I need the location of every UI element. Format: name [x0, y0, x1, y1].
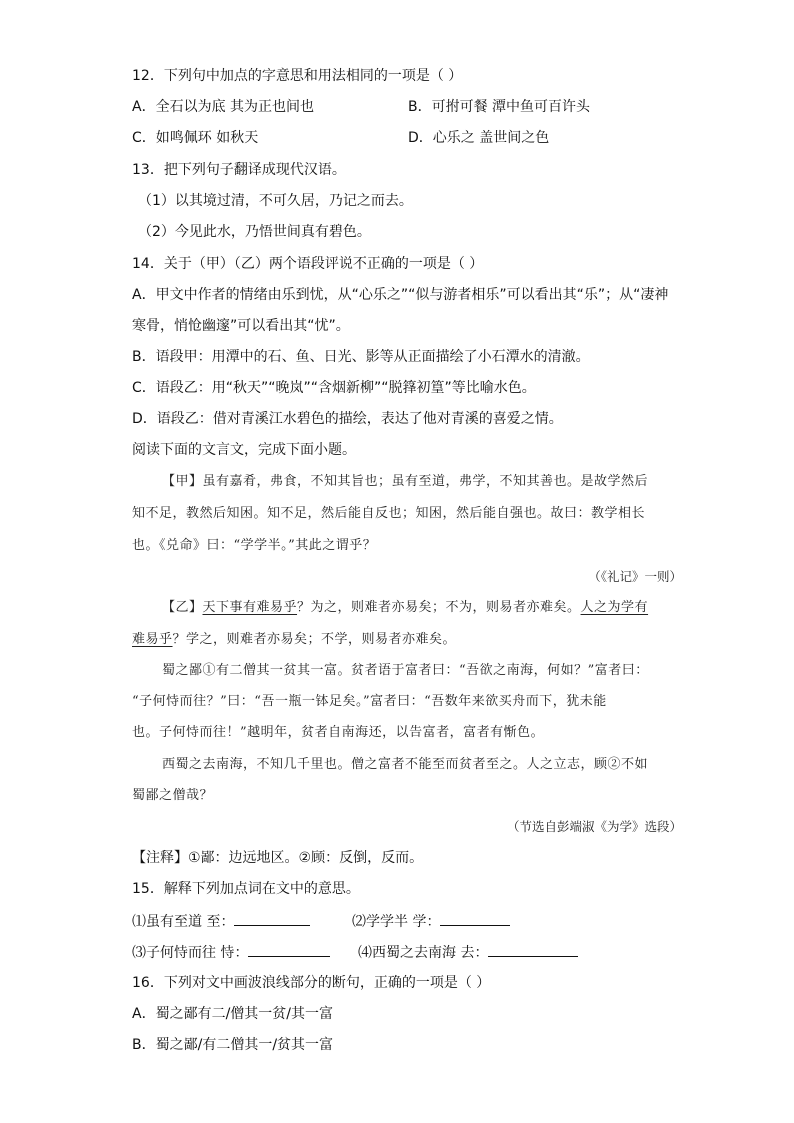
q15-answer-blank-1[interactable] — [234, 911, 310, 926]
q14-option-d: D．语段乙：借对青溪江水碧色的描绘，表达了他对青溪的喜爱之情。 — [132, 411, 563, 427]
yi-para2-line-3: 也。子何恃而往！”越明年，贫者自南海还，以告富者，富者有惭色。 — [132, 725, 545, 740]
yi-underlined-1: 天下事有难易乎 — [202, 600, 298, 615]
q16-stem: 16．下列对文中画波浪线部分的断句，正确的一项是（ ） — [132, 975, 491, 991]
q15-item-3-label: ⑶子何恃而往 恃： — [132, 945, 249, 961]
q15-item-1-label: ⑴虽有至道 至： — [132, 914, 235, 930]
q12-option-d: D．心乐之 盖世间之色 — [408, 130, 550, 146]
q14-option-a-line1: A．甲文中作者的情绪由乐到忧，从“心乐之”“似与游者相乐”可以看出其“乐”；从“凄神 — [132, 287, 669, 303]
yi-para3-line-2: 蜀鄙之僧哉？ — [132, 788, 214, 803]
q13-sentence-1: （1）以其境过清，不可久居，乃记之而去。 — [138, 193, 413, 209]
q16-option-b: B．蜀之鄙/有二僧其一/贫其一富 — [132, 1037, 334, 1053]
q15-answer-blank-3[interactable] — [248, 942, 330, 957]
yi-label: 【乙】 — [162, 600, 203, 615]
jia-source: （《礼记》一则） — [588, 569, 682, 584]
q12-option-a: A．全石以为底 其为正也间也 — [132, 99, 315, 115]
yi-text-2: ？学之，则难者亦易矣；不学，则易者亦难矣。 — [172, 632, 457, 647]
q15-item-3 — [132, 942, 330, 963]
q15-item-1 — [132, 911, 310, 932]
yi-para3-line-1: 西蜀之去南海，不知几千里也。僧之富者不能至而贫者至之。人之立志，顾②不如 — [162, 757, 649, 772]
annotation-notes: 【注释】①鄙：边远地区。②顾：反倒，反而。 — [132, 850, 424, 866]
reading-intro: 阅读下面的文言文，完成下面小题。 — [132, 442, 356, 458]
q14-option-a-line2: 寒骨，悄怆幽邃”可以看出其“忧”。 — [132, 318, 350, 334]
q15-stem: 15．解释下列加点词在文中的意思。 — [132, 881, 360, 897]
q14-stem: 14．关于（甲）（乙）两个语段评说不正确的一项是（ ） — [132, 256, 484, 272]
q13-stem: 13．把下列句子翻译成现代汉语。 — [132, 162, 346, 178]
yi-text-1: ？为之，则难者亦易矣；不为，则易者亦难矣。 — [297, 600, 581, 615]
jia-line-1: 【甲】虽有嘉肴，弗食，不知其旨也；虽有至道，弗学，不知其善也。是故学然后 — [162, 474, 649, 489]
q13-sentence-2: （2）今见此水，乃悟世间真有碧色。 — [138, 224, 371, 240]
q15-item-4 — [358, 942, 578, 963]
q15-item-2 — [352, 911, 510, 932]
yi-line-2 — [132, 630, 456, 650]
jia-line-3: 也。《兑命》曰：“学学半。”其此之谓乎？ — [132, 538, 377, 553]
yi-line-1 — [162, 598, 648, 618]
q12-stem: 12．下列句中加点的字意思和用法相同的一项是（ ） — [132, 68, 463, 84]
q12-option-c: C．如鸣佩环 如秋天 — [132, 130, 259, 146]
yi-para2-line-2: “子何恃而往？”曰：“吾一瓶一钵足矣。”富者曰：“吾数年来欲买舟而下，犹未能 — [132, 694, 607, 709]
q14-option-c: C．语段乙：用“秋天”“晚岚”“含烟新柳”“脱箨初篁”等比喻水色。 — [132, 380, 536, 396]
yi-source: （节选自彭端淑《为学》选段） — [506, 819, 682, 834]
yi-underlined-2: 人之为学有 — [580, 600, 649, 615]
q15-answer-blank-4[interactable] — [488, 942, 578, 957]
q15-item-2-label: ⑵学学半 学： — [352, 914, 441, 930]
jia-line-2: 知不足，教然后知困。知不足，然后能自反也；知困，然后能自强也。故曰：教学相长 — [132, 506, 646, 521]
q14-option-b: B．语段甲：用潭中的石、鱼、日光、影等从正面描绘了小石潭水的清澈。 — [132, 349, 590, 365]
q12-option-b: B．可拊可餐 潭中鱼可百许头 — [408, 99, 591, 115]
q15-item-4-label: ⑷西蜀之去南海 去： — [358, 945, 489, 961]
q15-answer-blank-2[interactable] — [440, 911, 510, 926]
yi-underlined-3: 难易乎 — [132, 632, 173, 647]
q16-option-a: A．蜀之鄙有二/僧其一贫/其一富 — [132, 1006, 334, 1022]
yi-para2-line-1: 蜀之鄙①有二僧其一贫其一富。贫者语于富者曰：“吾欲之南海，何如？”富者曰： — [162, 663, 649, 678]
